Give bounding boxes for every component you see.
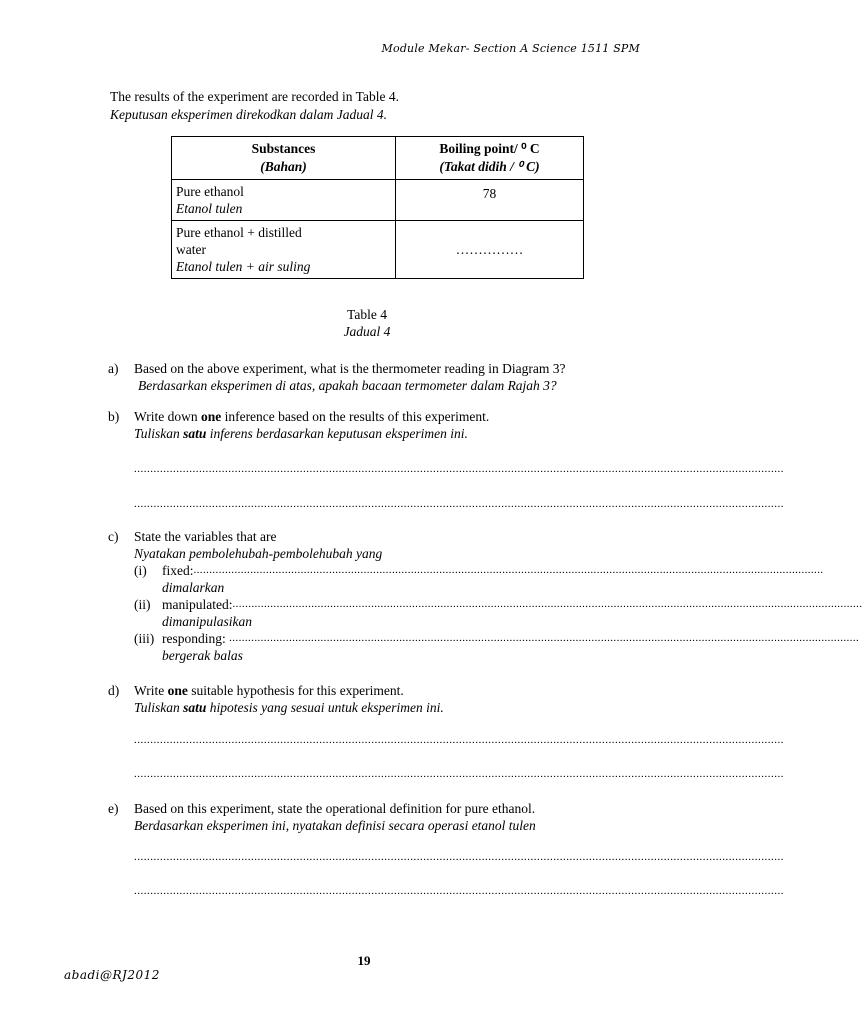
table-header-substances: Substances (Bahan) bbox=[172, 137, 396, 180]
intro-text bbox=[110, 88, 399, 124]
footer-author: abadi@RJ2012 bbox=[64, 968, 160, 982]
question-b-en: Write down one inference based on the results of this experiment. bbox=[134, 409, 490, 424]
caption-en: Table 4 bbox=[347, 307, 387, 322]
answer-line[interactable]: ........................................................................................................................................................................................................ bbox=[193, 564, 824, 576]
table-caption bbox=[0, 306, 728, 340]
answer-line[interactable]: ........................................................................................................................................................................................................ bbox=[134, 768, 784, 780]
answer-line[interactable]: ........................................................................................................................................................................................................ bbox=[134, 851, 784, 863]
question-letter: c) bbox=[108, 529, 119, 544]
question-letter: d) bbox=[108, 683, 120, 698]
answer-line[interactable]: ........................................................................................................................................................................................................ bbox=[134, 463, 784, 475]
question-d-en: Write one suitable hypothesis for this experiment. bbox=[134, 683, 404, 698]
table-cell-value-blank: …………… bbox=[396, 221, 584, 279]
question-b-ms: Tuliskan satu inferens berdasarkan keputusan eksperimen ini. bbox=[134, 426, 468, 441]
question-a-ms: Berdasarkan eksperimen di atas, apakah bacaan termometer dalam Rajah 3? bbox=[138, 378, 557, 393]
question-e-ms: Berdasarkan eksperimen ini, nyatakan definisi secara operasi etanol tulen bbox=[134, 818, 536, 833]
table-cell-substance: Pure ethanol Etanol tulen bbox=[172, 180, 396, 221]
question-a-en: Based on the above experiment, what is the thermometer reading in Diagram 3? bbox=[134, 361, 566, 376]
table-header-row bbox=[172, 137, 584, 180]
answer-line[interactable]: ........................................................................................................................................................................................................ bbox=[134, 734, 784, 746]
intro-line-en: The results of the experiment are recorded in Table 4. bbox=[110, 89, 399, 104]
answer-line[interactable]: ........................................................................................................................................................................................................ bbox=[232, 598, 862, 610]
question-c-ms: Nyatakan pembolehubah-pembolehubah yang bbox=[134, 546, 383, 561]
caption-ms: Jadual 4 bbox=[343, 324, 391, 339]
table-cell-substance: Pure ethanol + distilled water Etanol tulen + air suling bbox=[172, 221, 396, 279]
answer-line[interactable]: ........................................................................................................................................................................................................ bbox=[134, 885, 784, 897]
results-table bbox=[171, 136, 584, 279]
intro-line-ms: Keputusan eksperimen direkodkan dalam Jadual 4. bbox=[110, 107, 387, 122]
answer-line[interactable]: ........................................................................................................................................................................................................ bbox=[134, 498, 784, 510]
page-number: 19 bbox=[357, 953, 371, 968]
question-letter: a) bbox=[108, 361, 119, 376]
table-header-boiling-point: Boiling point/ ⁰ C (Takat didih / ⁰ C) bbox=[396, 137, 584, 180]
question-letter: e) bbox=[108, 801, 119, 816]
table-row bbox=[172, 221, 584, 279]
table-row bbox=[172, 180, 584, 221]
page-header: Module Mekar- Section A Science 1511 SPM bbox=[381, 42, 640, 55]
question-c-en: State the variables that are bbox=[134, 529, 277, 544]
table-cell-value: 78 bbox=[396, 180, 584, 221]
question-letter: b) bbox=[108, 409, 120, 424]
answer-line[interactable]: ........................................................................................................................................................................................................ bbox=[229, 632, 860, 644]
question-d-ms: Tuliskan satu hipotesis yang sesuai untuk eksperimen ini. bbox=[134, 700, 444, 715]
question-e-en: Based on this experiment, state the operational definition for pure ethanol. bbox=[134, 801, 536, 816]
